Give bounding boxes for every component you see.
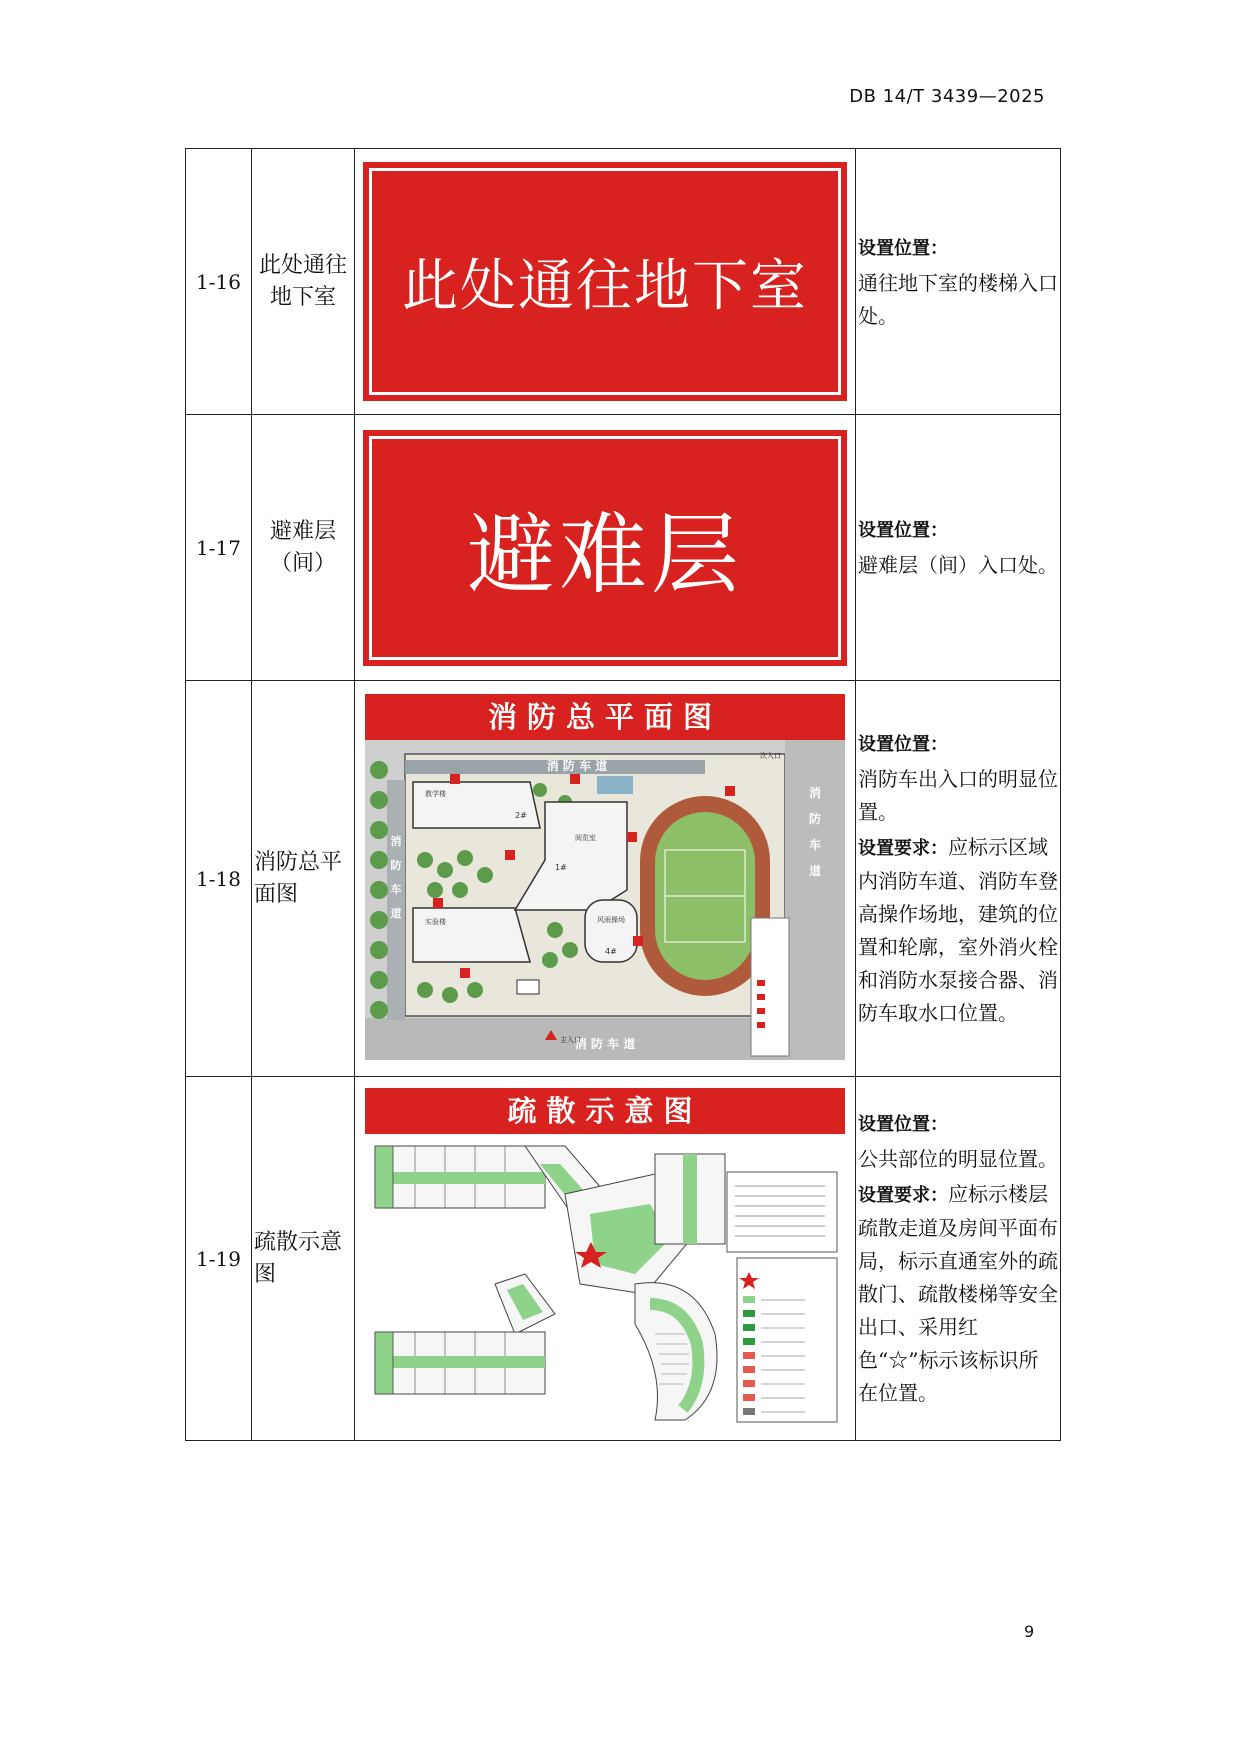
building-label: 风雨操场 — [597, 915, 625, 924]
row-description — [856, 149, 1061, 415]
fire-site-plan — [365, 694, 845, 1064]
sign-image-cell — [355, 681, 856, 1077]
row-number: 1-17 — [186, 415, 252, 681]
sign-text: 避难层 — [369, 436, 841, 660]
building-label: 阅览室 — [575, 833, 596, 842]
sign-refuge-floor — [363, 430, 847, 666]
entry-label: 次入口 — [760, 751, 781, 760]
sign-text: 此处通往地下室 — [369, 168, 841, 395]
row-number: 1-18 — [186, 681, 252, 1077]
map-banner: 疏散示意图 — [365, 1088, 845, 1134]
evacuation-plan — [365, 1088, 845, 1430]
building-label: 教学楼 — [425, 789, 446, 798]
desc-text: 公共部位的明显位置。 — [858, 1147, 1058, 1171]
road-label-vertical: 消防车道 — [390, 834, 402, 920]
desc-label: 设置位置： — [858, 520, 948, 541]
site-plan-svg — [365, 740, 845, 1060]
sign-basement — [363, 162, 847, 401]
row-description — [856, 415, 1061, 681]
sign-image-cell — [355, 1077, 856, 1441]
site-plan-drawing — [365, 740, 845, 1064]
table-row — [186, 149, 1061, 415]
table-row — [186, 415, 1061, 681]
desc-text: 通往地下室的楼梯入口处。 — [858, 270, 1058, 328]
row-description — [856, 1077, 1061, 1441]
building-label: 实验楼 — [425, 917, 446, 926]
table-row — [186, 681, 1061, 1077]
desc-text: 应标示区域内消防车道、消防车登高操作场地，建筑的位置和轮廓，室外消火栓和消防水泵接合器、消防车取水口位置。 — [858, 835, 1058, 1025]
standard-code: DB 14/T 3439—2025 — [849, 86, 1045, 107]
desc-text: 避难层（间）入口处。 — [858, 553, 1058, 577]
building-label: 2# — [515, 810, 527, 820]
row-description — [856, 681, 1061, 1077]
desc-label: 设置要求： — [858, 1185, 948, 1206]
building-label: 4# — [605, 946, 617, 956]
evacuation-plan-svg — [365, 1134, 845, 1426]
row-name: 此处通往地下室 — [252, 149, 355, 415]
road-label: 消 防 车 道 — [546, 758, 608, 773]
road-label: 消 防 车 道 — [574, 1036, 636, 1051]
row-name: 消防总平面图 — [252, 681, 355, 1077]
building-label: 1# — [555, 862, 567, 872]
sign-image-cell — [355, 415, 856, 681]
row-name: 疏散示意图 — [252, 1077, 355, 1441]
desc-label: 设置要求： — [858, 838, 948, 859]
sign-table — [185, 148, 1061, 1441]
page-number: 9 — [1024, 1622, 1035, 1641]
table-row — [186, 1077, 1061, 1441]
desc-text: 应标示楼层疏散走道及房间平面布局，标示直通室外的疏散门、疏散楼梯等安全出口、采用红色“☆”标示该标识所在位置。 — [858, 1182, 1058, 1405]
map-banner: 消防总平面图 — [365, 694, 845, 740]
desc-text: 消防车出入口的明显位置。 — [858, 767, 1058, 824]
desc-label: 设置位置： — [858, 1114, 948, 1135]
road-label-vertical: 消防车道 — [808, 785, 821, 878]
row-name: 避难层（间） — [252, 415, 355, 681]
desc-label: 设置位置： — [858, 734, 948, 755]
row-number: 1-16 — [186, 149, 252, 415]
desc-label: 设置位置： — [858, 237, 948, 259]
sign-image-cell — [355, 149, 856, 415]
entry-label: 主入口 — [560, 1035, 581, 1044]
row-number: 1-19 — [186, 1077, 252, 1441]
